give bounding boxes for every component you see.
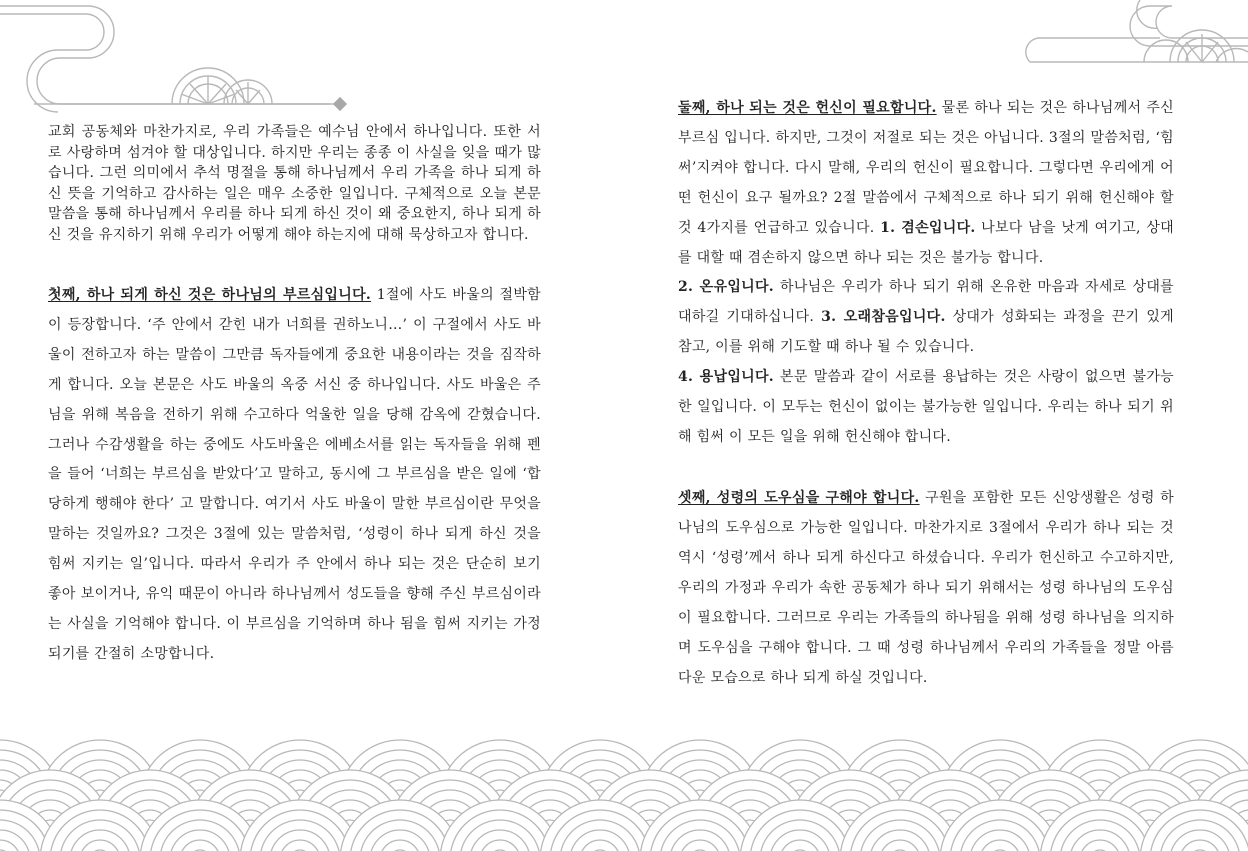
first-point-heading: 첫째, 하나 되게 하신 것은 하나님의 부르심입니다. [48,287,372,303]
virtue-2-body: 하나님은 우리가 하나 되기 위해 온유한 마음과 자세로 상대를 대하길 기대하십니다. [678,279,1174,326]
third-point-paragraph [678,483,1174,693]
virtue-3-label: 3. 오래참음입니다. [821,309,946,326]
cloud-ornament-left [0,6,334,104]
cloud-ornament-right [1130,6,1248,46]
virtue-2-label: 2. 온유입니다. [678,279,774,296]
diamond-ornament [333,97,347,111]
intro-paragraph: 교회 공동체와 마찬가지로, 우리 가족들은 예수님 안에서 하나입니다. 또한 서로 사랑하며 섬겨야 할 대상입니다. 하지만 우리는 종종 이 사실을 잊을 때가 많습니다. 그런 의미에서 추석 명절을 통해 하나님께서 우리 가족을 하나 되게 하신 뜻을 기억하고 감사하는 일은 매우 소중한 일입니다. 구체적으로 오늘 본문 말씀을 통해 하나님께서 우리를 하나 되게 하신 것이 왜 중요한지, 하나 되게 하신 것을 유지하기 위해 우리가 어떻게 해야 하는지에 대해 묵상하고자 합니다. [48,124,541,243]
second-point-body: 물론 하나 되는 것은 하나님께서 주신 부르심 입니다. 하지만, 그것이 저절로 되는 것은 아닙니다. 3절의 말씀처럼, ‘힘써’지켜야 합니다. 다시 말해, 우리의 헌신이 필요합니다. 그렇다면 우리에게 어떤 헌신이 요구 될까요? 2절 말씀에서 구체적으로 하나 되기 위해 헌신해야 할 것 4가지를 언급하고 있습니다. [678,100,1174,236]
left-page [48,122,541,670]
second-point-heading: 둘째, 하나 되는 것은 헌신이 필요합니다. [678,100,937,116]
virtue-4-body: 본문 말씀과 같이 서로를 용납하는 것은 사랑이 없으면 불가능한 일입니다. 이 모두는 헌신이 없이는 불가능한 일입니다. 우리는 하나 되기 위해 힘써 이 모든 일을 위해 헌신해야 합니다. [678,369,1174,445]
virtue-4-line [678,363,1174,453]
virtue-4-label: 4. 용납입니다. [678,369,774,386]
fan-ornament-left [172,68,272,104]
third-point-heading: 셋째, 성령의 도우심을 구해야 합니다. [678,489,920,506]
first-point-paragraph [48,281,541,670]
virtue-1-label: 1. 겸손입니다. [880,219,976,236]
virtue-2-line [678,273,1174,363]
first-point-body: 1절에 사도 바울의 절박함이 등장합니다. ‘주 안에서 갇힌 내가 너희를 권하노니…’ 이 구절에서 사도 바울이 전하고자 하는 말씀이 그만큼 독자들에게 중요한 내용이라는 것을 짐작하게 합니다. 오늘 본문은 사도 바울의 옥중 서신 중 하나입니다. 사도 바울은 주님을 위해 복음을 전하기 위해 수고하다 억울한 일을 당해 감옥에 갇혔습니다. 그러나 수감생활을 하는 중에도 사도바울은 에베소서를 읽는 독자들을 위해 펜을 들어 ‘너희는 부르심을 받았다’고 말하고, 동시에 그 부르심을 받은 일에 ‘합당하게 행해야 한다’ 고 말합니다. 여기서 사도 바울이 말한 부르심이란 무엇을 말하는 것일까요? 그것은 3절에 있는 말씀처럼, ‘성령이 하나 되게 하신 것을 힘써 지키는 일’입니다. 따라서 우리가 주 안에서 하나 되는 것은 단순히 보기 좋아 보이거나, 유익 때문이 아니라 하나님께서 성도들을 향해 주신 부르심이라는 사실을 기억해야 합니다. 이 부르심을 기억하며 하나 됨을 힘써 지키는 가정되기를 간절히 소망합니다. [48,287,541,662]
virtue-3-body: 상대가 성화되는 과정을 끈기 있게 참고, 이를 위해 기도할 때 하나 될 수 있습니다. [678,309,1174,356]
virtue-1-body: 나보다 남을 낫게 여기고, 상대를 대할 때 겸손하지 않으면 하나 되는 것은 불가능 합니다. [678,219,1174,266]
right-page [678,94,1174,693]
second-point-paragraph [678,94,1174,453]
third-point-body: 구원을 포함한 모든 신앙생활은 성령 하나님의 도우심으로 가능한 일입니다. 마찬가지로 3절에서 우리가 하나 되는 것 역시 ‘성령’께서 하나 되게 하신다고 하셨습니다. 우리가 헌신하고 수고하지만, 우리의 가정과 우리가 속한 공동체가 하나 되기 위해서는 성령 하나님의 도우심이 필요합니다. 그러므로 우리는 가족들의 하나됨을 위해 성령 하나님을 의지하며 도우심을 구해야 합니다. 그 때 성령 하나님께서 우리의 가족들을 정말 아름다운 모습으로 하나 되게 하실 것입니다. [678,489,1175,686]
wave-pattern [0,740,1248,851]
